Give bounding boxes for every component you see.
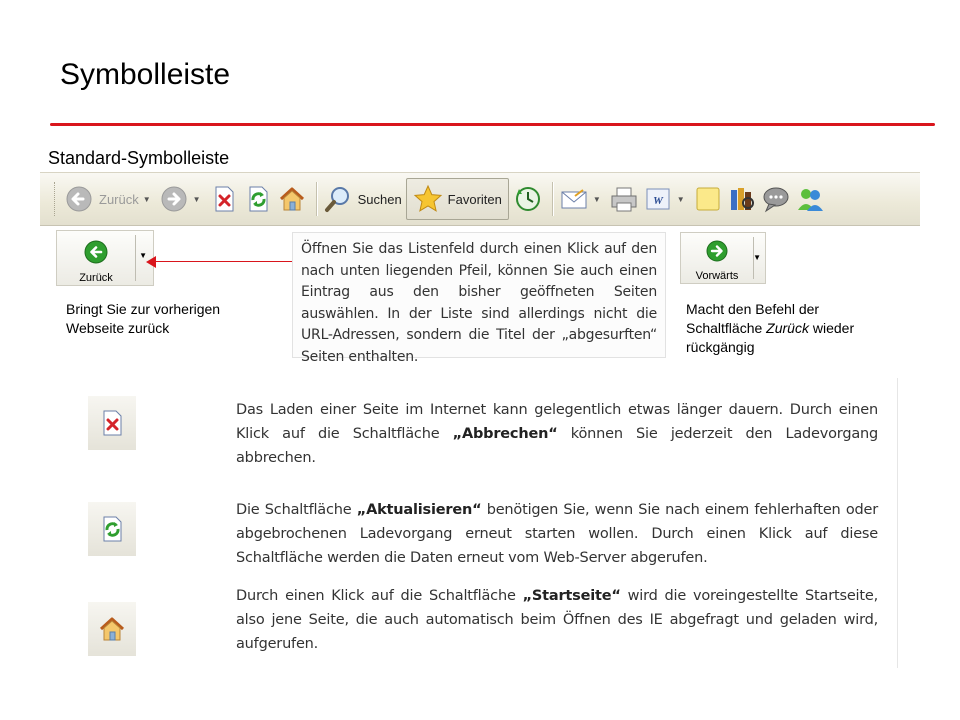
- home-desc-bold: „Startseite“: [522, 588, 621, 604]
- word-document-icon: [643, 184, 673, 214]
- toolbar-note-button[interactable]: [693, 179, 723, 219]
- refresh-button-capture[interactable]: [88, 502, 136, 556]
- favorites-star-icon: [413, 184, 443, 214]
- forward-dropdown-arrow-icon[interactable]: ▼: [753, 253, 761, 262]
- toolbar-favorites-label: Favoriten: [447, 191, 502, 207]
- toolbar-stop-button[interactable]: [209, 179, 239, 219]
- back-button-capture[interactable]: [56, 230, 154, 286]
- home-description: [236, 584, 878, 656]
- forward-desc-text-end: wieder rückgängig: [686, 320, 855, 355]
- home-button-capture[interactable]: [88, 602, 136, 656]
- home-desc-text-end: wird die voreingestellte Startseite, also jene Seite, die auch automatisch beim Öffnen des IE abgefragt und geladen wird, aufgerufen.: [236, 588, 878, 652]
- refresh-desc-text: Die Schaltfläche: [236, 502, 357, 518]
- button-explanations: [60, 378, 898, 668]
- refresh-description: [236, 498, 878, 570]
- dropdown-info-box: [292, 232, 666, 365]
- back-button-description: Bringt Sie zur vorherigen Webseite zurück: [66, 301, 221, 336]
- toolbar-search-button[interactable]: [323, 179, 402, 219]
- stop-button-capture[interactable]: [88, 396, 136, 450]
- toolbar-grip[interactable]: [54, 182, 58, 216]
- home-icon: [277, 184, 307, 214]
- sticky-note-icon: [693, 184, 723, 214]
- refresh-desc-bold: „Aktualisieren“: [356, 502, 482, 518]
- forward-desc-text: Macht den Befehl der Schaltfläche: [686, 301, 820, 336]
- back-arrow-icon: [83, 239, 109, 265]
- toolbar-back-label: Zurück: [99, 191, 139, 207]
- printer-icon: [609, 184, 639, 214]
- home-icon: [97, 614, 127, 644]
- title-underline: [50, 123, 935, 126]
- forward-desc-emphasis: Zurück: [766, 320, 809, 336]
- stop-page-icon: [97, 408, 127, 438]
- back-button-label: Zurück: [79, 272, 113, 284]
- section-subtitle: Standard-Symbolleiste: [48, 148, 230, 168]
- standard-toolbar: [40, 172, 920, 226]
- forward-dropdown-arrow-icon[interactable]: ▼: [192, 194, 201, 204]
- toolbar-refresh-button[interactable]: [243, 179, 273, 219]
- toolbar-separator: [316, 182, 318, 216]
- stop-desc-text: Das Laden einer Seite im Internet kann gelegentlich etwas länger dauern. Durch einen Klick auf die Schaltfläche: [236, 402, 878, 442]
- toolbar-print-button[interactable]: [609, 179, 639, 219]
- toolbar-discuss-button[interactable]: [761, 179, 791, 219]
- research-books-icon: [727, 184, 757, 214]
- stop-desc-bold: „Abbrechen“: [452, 426, 558, 442]
- button-divider: [135, 235, 136, 281]
- toolbar-favorites-button[interactable]: [406, 178, 509, 220]
- toolbar-research-button[interactable]: [727, 179, 757, 219]
- forward-button-capture[interactable]: [680, 232, 766, 284]
- forward-button-description: [686, 300, 891, 357]
- toolbar-home-button[interactable]: [277, 179, 307, 219]
- refresh-page-icon: [243, 184, 273, 214]
- mail-envelope-icon: [559, 184, 589, 214]
- edit-dropdown-arrow-icon[interactable]: ▼: [676, 194, 685, 204]
- refresh-page-icon: [97, 514, 127, 544]
- toolbar-edit-word-button[interactable]: [643, 179, 689, 219]
- forward-arrow-icon: [705, 239, 729, 263]
- mail-dropdown-arrow-icon[interactable]: ▼: [592, 194, 601, 204]
- home-desc-text: Durch einen Klick auf die Schaltfläche: [236, 588, 523, 604]
- forward-arrow-icon: [159, 184, 189, 214]
- toolbar-search-label: Suchen: [357, 191, 402, 207]
- stop-description: [236, 398, 878, 470]
- back-dropdown-arrow-icon[interactable]: ▼: [142, 194, 151, 204]
- dropdown-info-text: Öffnen Sie das Listenfeld durch einen Klick auf den nach unten liegenden Pfeil, können Sie auch einen Eintrag aus den bisher geöffneten Seiten auswählen. In der Liste sind allerdings nicht die URL-Adressen, sondern die Titel der „abgesurften“ Seiten enthalten.: [301, 241, 657, 365]
- search-icon: [323, 184, 353, 214]
- connector-arrowhead: [146, 256, 156, 268]
- history-icon: [513, 184, 543, 214]
- refresh-desc-text-end: benötigen Sie, wenn Sie nach einem fehlerhaften oder abgebrochenen Ladevorgang erneut starten wollen. Durch einen Klick auf diese Schaltfläche werden die Daten erneut vom Web-Server abgerufen.: [236, 502, 878, 566]
- toolbar-separator: [552, 182, 554, 216]
- toolbar-history-button[interactable]: [513, 179, 543, 219]
- toolbar-forward-button[interactable]: [159, 179, 205, 219]
- connector-line: [155, 261, 293, 262]
- toolbar-mail-button[interactable]: [559, 179, 605, 219]
- discuss-bubble-icon: [761, 184, 791, 214]
- toolbar-back-button[interactable]: [64, 179, 155, 219]
- back-dropdown-arrow-icon[interactable]: ▼: [139, 251, 147, 260]
- toolbar-messenger-button[interactable]: [795, 179, 825, 219]
- word-icon-letter: W: [652, 195, 663, 207]
- messenger-users-icon: [795, 184, 825, 214]
- stop-page-icon: [209, 184, 239, 214]
- stop-desc-text-end: können Sie jederzeit den Ladevorgang abbrechen.: [236, 426, 878, 466]
- forward-button-label: Vorwärts: [695, 270, 739, 282]
- page-title: Symbolleiste: [60, 58, 231, 91]
- back-arrow-icon: [64, 184, 94, 214]
